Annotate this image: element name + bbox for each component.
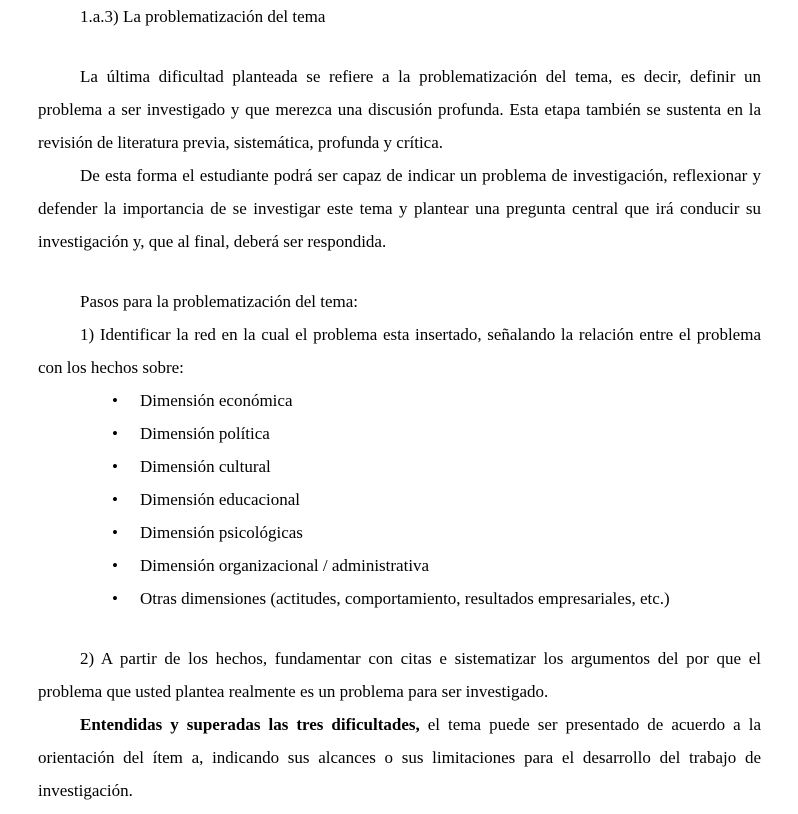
bullet-icon: • — [112, 523, 118, 542]
list-item — [38, 483, 761, 516]
list-item-label: Dimensión cultural — [140, 457, 271, 476]
paragraph-student-capability: De esta forma el estudiante podrá ser capaz de indicar un problema de investigación, reflexionar y defender la importancia de se investigar este tema y plantear una pregunta central que irá conducir su investigación y, que al final, deberá ser respondida. — [38, 166, 761, 251]
list-item-label: Dimensión organizacional / administrativa — [140, 556, 430, 575]
blank-line — [38, 33, 761, 60]
list-item — [38, 549, 761, 582]
bullet-icon: • — [112, 457, 118, 476]
bullet-icon: • — [112, 424, 118, 443]
paragraph-steps-intro: Pasos para la problematización del tema: — [80, 292, 359, 311]
closing-regular-text: el tema puede ser presentado de acuerdo a la orientación del ítem a, indicando sus alcances o sus limitaciones para el desarrollo del trabajo de investigación. — [38, 715, 761, 800]
bullet-icon: • — [112, 556, 118, 575]
bullet-icon: • — [112, 391, 118, 410]
list-item — [38, 417, 761, 450]
bullet-icon: • — [112, 589, 118, 608]
list-item-label: Dimensión psicológicas — [140, 523, 303, 542]
paragraph-step-1: 1) Identificar la red en la cual el problema esta insertado, señalando la relación entre el problema con los hechos sobre: — [38, 325, 761, 377]
list-item — [38, 516, 761, 549]
document-body — [38, 0, 761, 807]
list-item — [38, 582, 761, 615]
list-item-label: Dimensión económica — [140, 391, 293, 410]
paragraph-intro-difficulty: La última dificultad planteada se refiere a la problematización del tema, es decir, definir un problema a ser investigado y que merezca una discusión profunda. Esta etapa también se sustenta en la revisión de literatura previa, sistemática, profunda y crítica. — [38, 67, 761, 152]
section-heading: 1.a.3) La problematización del tema — [80, 7, 326, 26]
list-item — [38, 384, 761, 417]
list-item-label: Dimensión educacional — [140, 490, 301, 509]
closing-bold-text: Entendidas y superadas las tres dificultades, — [80, 715, 420, 734]
blank-line — [38, 258, 761, 285]
paragraph-closing — [38, 708, 761, 807]
blank-line — [38, 615, 761, 642]
paragraph-step-2: 2) A partir de los hechos, fundamentar con citas e sistematizar los argumentos del por que el problema que usted plantea realmente es un problema para ser investigado. — [38, 649, 761, 701]
dimensions-list — [38, 384, 761, 615]
bullet-icon: • — [112, 490, 118, 509]
list-item-label: Dimensión política — [140, 424, 270, 443]
list-item-label: Otras dimensiones (actitudes, comportamiento, resultados empresariales, etc.) — [140, 589, 670, 608]
list-item — [38, 450, 761, 483]
